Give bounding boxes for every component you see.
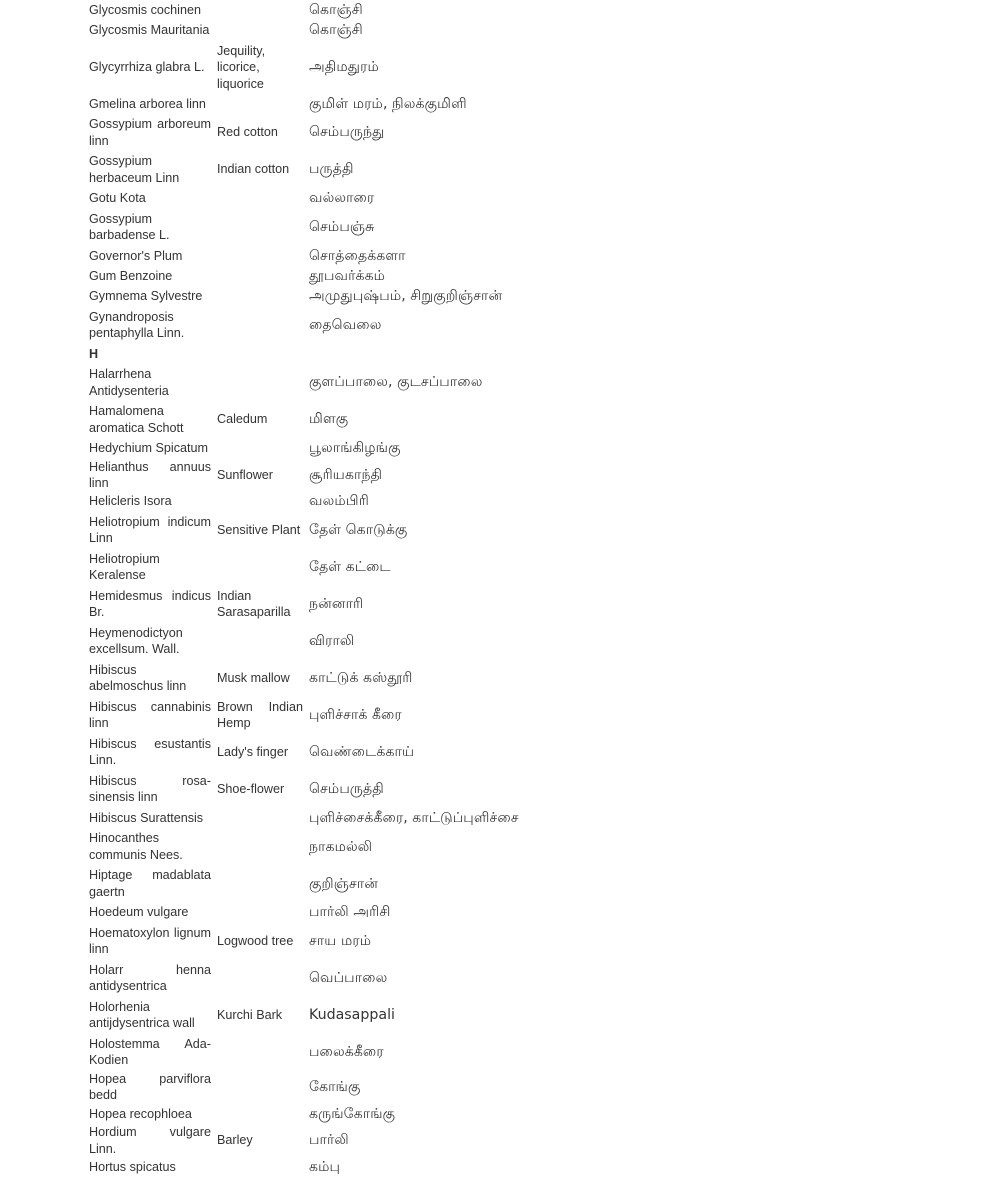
tamil-name: பருத்தி: [309, 161, 354, 178]
english-name: [214, 1034, 306, 1071]
tamil-name: காட்டுக் கஸ்தூரி: [309, 670, 413, 687]
tamil-name: செம்பருந்து: [309, 124, 385, 141]
table-row: [86, 660, 612, 697]
scientific-name: Gotu Kota: [89, 191, 146, 206]
scientific-name: Glycosmis Mauritania: [89, 23, 210, 38]
table-row: [86, 401, 612, 438]
english-name: [214, 307, 306, 344]
english-name: [214, 94, 306, 114]
scientific-name: Heliotropium indicum Linn: [89, 514, 211, 546]
table-row: [86, 1124, 612, 1157]
tamil-name: கொஞ்சி: [309, 1, 363, 18]
english-name: Barley: [217, 1133, 253, 1148]
scientific-name: Hedychium Spicatum: [89, 441, 208, 456]
english-name: Indian Sarasaparilla: [217, 588, 291, 620]
scientific-name: Hiptage madablata gaertn: [89, 868, 211, 899]
scientific-name: Glycosmis cochinen: [89, 2, 201, 17]
table-row: [86, 114, 612, 151]
tamil-name: விராலி: [309, 633, 355, 650]
tamil-name: கம்பு: [309, 1159, 341, 1176]
tamil-name: குறிஞ்சான்: [309, 875, 378, 892]
english-name: Shoe-flower: [217, 782, 285, 797]
table-row: [86, 865, 612, 902]
english-name: [214, 902, 306, 922]
english-name: [214, 188, 306, 208]
tamil-name: நன்னாரி: [309, 596, 364, 613]
english-name: [214, 286, 306, 306]
table-row: [86, 549, 612, 586]
english-name: [214, 960, 306, 997]
table-row: [86, 0, 612, 20]
scientific-name: Hibiscus cannabinis linn: [89, 699, 211, 731]
section-header-row: [86, 344, 612, 364]
table-row: [86, 20, 612, 40]
scientific-name: Gossypium herbaceum Linn: [89, 154, 180, 185]
tamil-name: சொத்தைக்களா: [309, 247, 406, 264]
scientific-name: Halarrhena Antidysenteria: [89, 367, 169, 398]
tamil-name: வல்லாரை: [309, 190, 375, 207]
plant-glossary-table: [86, 0, 612, 1177]
english-name: [214, 549, 306, 586]
english-name: Brown Indian Hemp: [217, 699, 303, 731]
tamil-name: கருங்கோங்கு: [309, 1105, 396, 1122]
english-name: [214, 492, 306, 512]
tamil-name: புளிச்சாக் கீரை: [309, 707, 402, 724]
table-row: [86, 923, 612, 960]
english-name: Sunflower: [217, 467, 274, 482]
english-name: Indian cotton: [217, 162, 290, 177]
scientific-name: Hoematoxylon lignum linn: [89, 925, 211, 957]
scientific-name: Glycyrrhiza glabra L.: [89, 60, 205, 75]
scientific-name: Hordium vulgare Linn.: [89, 1125, 211, 1156]
tamil-name: பலைக்கீரை: [309, 1043, 384, 1060]
english-name: Kurchi Bark: [217, 1007, 283, 1022]
tamil-name: செம்பஞ்சு: [309, 218, 375, 235]
english-name: Sensitive Plant: [217, 523, 301, 538]
scientific-name: Hibiscus Surattensis: [89, 810, 204, 825]
tamil-name: செம்பருத்தி: [309, 781, 384, 798]
tamil-name: புளிச்சைக்கீரை, காட்டுப்புளிச்சை: [309, 809, 519, 826]
english-name: [214, 1071, 306, 1104]
tamil-name: நாகமல்லி: [309, 838, 373, 855]
table-row: [86, 209, 612, 246]
tamil-name: பார்லி: [309, 1132, 349, 1149]
scientific-name: Gynandroposis pentaphylla Linn.: [89, 309, 185, 341]
table-row: [86, 960, 612, 997]
table-row: [86, 188, 612, 208]
tamil-name: மிளகு: [309, 411, 349, 428]
scientific-name: Holorhenia antijdysentrica wall: [89, 999, 195, 1031]
tamil-name: குமிள் மரம், நிலக்குமிளி: [309, 95, 467, 112]
scientific-name: Gossypium barbadense L.: [89, 211, 170, 243]
tamil-name: அமுதுபுஷ்பம், சிறுகுறிஞ்சான்: [309, 288, 503, 305]
english-name: [214, 364, 306, 401]
table-row: [86, 512, 612, 549]
scientific-name: Hopea parviflora bedd: [89, 1071, 211, 1103]
table-row: [86, 586, 612, 623]
section-letter: H: [89, 346, 99, 361]
scientific-name: Hibiscus esustantis Linn.: [89, 736, 211, 768]
table-row: [86, 1157, 612, 1177]
scientific-name: Helicleris Isora: [89, 494, 172, 509]
table-row: [86, 151, 612, 188]
scientific-name: Governor's Plum: [89, 248, 183, 263]
scientific-name: Hibiscus rosa-sinensis linn: [89, 773, 211, 805]
english-name: Red cotton: [217, 125, 278, 140]
english-name: [214, 1157, 306, 1177]
scientific-name: Gymnema Sylvestre: [89, 289, 203, 304]
table-row: [86, 1104, 612, 1124]
table-row: [86, 492, 612, 512]
table-row: [86, 808, 612, 828]
english-name: [214, 20, 306, 40]
tamil-name: Kudasappali: [309, 1006, 395, 1023]
table-row: [86, 364, 612, 401]
english-name: [214, 209, 306, 246]
table-row: [86, 902, 612, 922]
tamil-name: சாய மரம்: [309, 932, 372, 949]
scientific-name: Hopea recophloea: [89, 1106, 192, 1121]
tamil-name: வெப்பாலை: [309, 969, 388, 986]
english-name: [214, 266, 306, 286]
scientific-name: Gum Benzoine: [89, 268, 173, 283]
scientific-name: Hinocanthes communis Nees.: [89, 831, 183, 862]
table-row: [86, 1034, 612, 1071]
tamil-name: சூரியகாந்தி: [309, 466, 383, 483]
english-name: [214, 438, 306, 458]
english-name: Lady's finger: [217, 745, 289, 760]
english-name: [214, 828, 306, 865]
table-row: [86, 438, 612, 458]
table-row: [86, 828, 612, 865]
tamil-name: அதிமதுரம்: [309, 59, 379, 76]
scientific-name: Hoedeum vulgare: [89, 905, 189, 920]
scientific-name: Hemidesmus indicus Br.: [89, 588, 211, 620]
tamil-name: பார்லி அரிசி: [309, 904, 391, 921]
english-name: Jequility, licorice, liquorice: [217, 43, 266, 91]
english-name: Caledum: [217, 412, 268, 427]
english-name: [214, 808, 306, 828]
scientific-name: Hortus spicatus: [89, 1160, 176, 1175]
table-row: [86, 307, 612, 344]
scientific-name: Hibiscus abelmoschus linn: [89, 662, 187, 694]
table-row: [86, 94, 612, 114]
scientific-name: Hamalomena aromatica Schott: [89, 404, 184, 435]
table-row: [86, 286, 612, 306]
english-name: [214, 0, 306, 20]
tamil-name: வெண்டைக்காய்: [309, 744, 415, 761]
table-row: [86, 1071, 612, 1104]
table-row: [86, 41, 612, 94]
english-name: [214, 246, 306, 266]
tamil-name: தைவெலை: [309, 316, 382, 333]
table-row: [86, 697, 612, 734]
scientific-name: Gmelina arborea linn: [89, 96, 206, 111]
english-name: Logwood tree: [217, 933, 294, 948]
tamil-name: குளப்பாலை, குடசப்பாலை: [309, 374, 483, 391]
tamil-name: தூபவர்க்கம்: [309, 267, 386, 284]
scientific-name: Heliotropium Keralense: [89, 551, 160, 583]
tamil-name: வலம்பிரி: [309, 493, 369, 510]
table-row: [86, 771, 612, 808]
english-name: [214, 865, 306, 902]
tamil-name: தேள் கட்டை: [309, 559, 391, 576]
english-name: [214, 623, 306, 660]
scientific-name: Heymenodictyon excellsum. Wall.: [89, 625, 183, 657]
english-name: Musk mallow: [217, 671, 290, 686]
tamil-name: கோங்கு: [309, 1078, 361, 1095]
table-row: [86, 266, 612, 286]
scientific-name: Holostemma Ada-Kodien: [89, 1036, 211, 1068]
tamil-name: கொஞ்சி: [309, 22, 363, 39]
tamil-name: தேள் கொடுக்கு: [309, 522, 408, 539]
glossary-body: [86, 0, 612, 1177]
scientific-name: Holarr henna antidysentrica: [89, 962, 211, 994]
table-row: [86, 459, 612, 492]
scientific-name: Helianthus annuus linn: [89, 459, 211, 491]
scientific-name: Gossypium arboreum linn: [89, 117, 211, 148]
english-name: [214, 1104, 306, 1124]
table-row: [86, 997, 612, 1034]
table-row: [86, 734, 612, 771]
table-row: [86, 246, 612, 266]
table-row: [86, 623, 612, 660]
tamil-name: பூலாங்கிழங்கு: [309, 440, 401, 457]
